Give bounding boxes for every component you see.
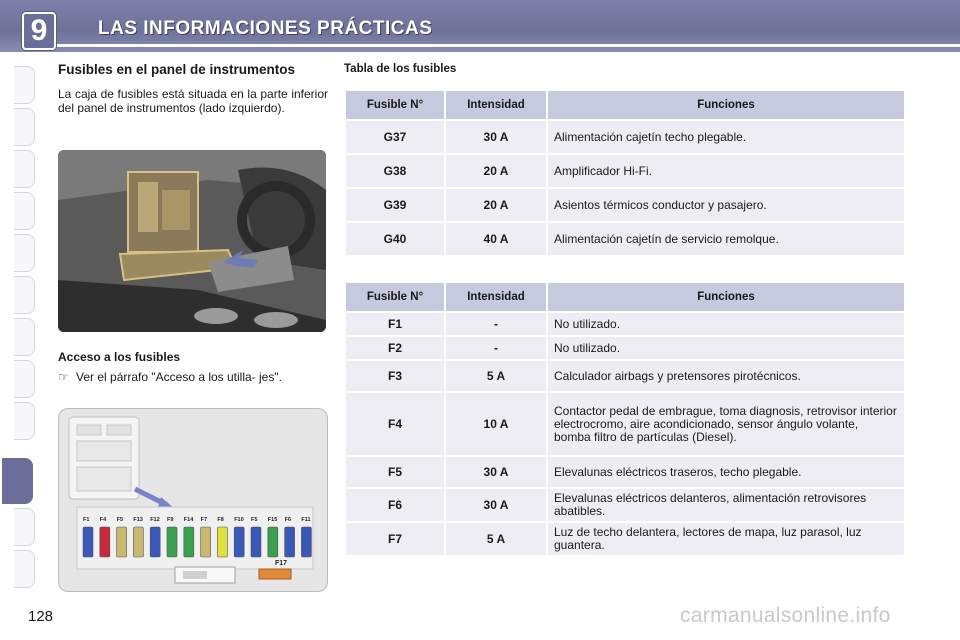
chapter-tab[interactable] <box>14 318 35 356</box>
cell-fuse: F6 <box>346 489 444 521</box>
chapter-tab[interactable] <box>14 276 35 314</box>
fuse-label: F12 <box>150 517 160 523</box>
dashboard-drawing <box>58 150 326 332</box>
fuse-block <box>167 527 177 557</box>
cell-amp: 30 A <box>446 121 546 153</box>
table-title: Tabla de los fusibles <box>344 63 457 75</box>
fuse-block <box>234 527 244 557</box>
table-row <box>346 189 904 221</box>
fuse-block <box>117 527 127 557</box>
cell-func: No utilizado. <box>548 337 904 359</box>
cell-func: Alimentación cajetín de servicio remolque. <box>548 223 904 255</box>
fuse-block <box>133 527 143 557</box>
col-header-amp: Intensidad <box>446 91 546 119</box>
cell-func: Asientos térmicos conductor y pasajero. <box>548 189 904 221</box>
fuse-label-f17: F17 <box>275 560 288 567</box>
table-row <box>346 393 904 455</box>
chapter-title: LAS INFORMACIONES PRÁCTICAS <box>98 18 433 39</box>
chapter-tab[interactable] <box>14 550 35 588</box>
chapter-tab[interactable] <box>14 360 35 398</box>
table-row <box>346 523 904 555</box>
cell-func: Amplificador Hi-Fi. <box>548 155 904 187</box>
header-rule <box>40 44 960 47</box>
chapter-tab[interactable] <box>14 402 35 440</box>
cell-amp: 5 A <box>446 361 546 391</box>
col-header-fuse: Fusible N° <box>346 91 444 119</box>
chapter-tabs <box>0 62 34 582</box>
fuse-label: F7 <box>200 517 208 523</box>
cell-amp: 20 A <box>446 189 546 221</box>
table-row <box>346 457 904 487</box>
cell-func: Alimentación cajetín techo plegable. <box>548 121 904 153</box>
cell-func: No utilizado. <box>548 313 904 335</box>
cell-func: Elevalunas eléctricos traseros, techo plegable. <box>548 457 904 487</box>
fuse-label: F8 <box>217 517 224 523</box>
cell-fuse: G37 <box>346 121 444 153</box>
access-section <box>58 350 328 384</box>
pointing-hand-icon: ☞ <box>58 370 69 384</box>
dashboard-illustration <box>58 150 326 332</box>
cell-fuse: F2 <box>346 337 444 359</box>
chapter-tab[interactable] <box>14 234 35 272</box>
fuse-label: F4 <box>99 517 107 523</box>
fuse-label: F5 <box>116 517 124 523</box>
cell-amp: - <box>446 313 546 335</box>
table-row <box>346 337 904 359</box>
fuse-block <box>100 527 110 557</box>
fuse-label: F5 <box>251 517 258 523</box>
chapter-tab[interactable] <box>14 192 35 230</box>
access-bullet-text: Ver el párrafo "Acceso a los utilla- jes". <box>76 370 282 384</box>
chapter-tab[interactable] <box>14 150 35 188</box>
intro-paragraph: La caja de fusibles está situada en la parte inferior del panel de instrumentos (lado izquierdo). <box>58 87 328 115</box>
fuse-label: F10 <box>234 517 244 523</box>
cell-func: Elevalunas eléctricos delanteros, alimentación retrovisores abatibles. <box>548 489 904 521</box>
fuse-label: F13 <box>133 517 143 523</box>
cell-amp: 10 A <box>446 393 546 455</box>
page-number: 128 <box>28 608 54 625</box>
fuse-block <box>83 527 93 557</box>
left-column <box>58 62 328 115</box>
cell-func: Luz de techo delantera, lectores de mapa, luz parasol, luz guantera. <box>548 523 904 555</box>
cell-fuse: F4 <box>346 393 444 455</box>
table-row <box>346 121 904 153</box>
cell-fuse: G39 <box>346 189 444 221</box>
table-row <box>346 313 904 335</box>
fuse-block <box>201 527 211 557</box>
cell-fuse: G38 <box>346 155 444 187</box>
cell-fuse: F7 <box>346 523 444 555</box>
col-header-func: Funciones <box>548 283 904 311</box>
cell-fuse: F5 <box>346 457 444 487</box>
fuse-f17 <box>259 569 291 579</box>
cell-amp: 20 A <box>446 155 546 187</box>
fuse-table-g <box>344 89 906 257</box>
fuse-label: F9 <box>167 517 174 523</box>
chapter-tab[interactable] <box>14 108 35 146</box>
chapter-tab-active[interactable] <box>2 458 33 504</box>
fusebox-diagram <box>58 408 328 592</box>
fuse-block <box>184 527 194 557</box>
col-header-func: Funciones <box>548 91 904 119</box>
fuse-block <box>150 527 160 557</box>
fuse-label: F6 <box>284 517 292 523</box>
cell-func: Contactor pedal de embrague, toma diagnosis, retrovisor interior electrocromo, aire acondicionado, sensor ángulo volante, bomba filtro de partículas (Diesel). <box>548 393 904 455</box>
cell-amp: 40 A <box>446 223 546 255</box>
table-row <box>346 155 904 187</box>
cell-amp: - <box>446 337 546 359</box>
fuse-block <box>217 527 227 557</box>
table-header-row <box>346 283 904 311</box>
cell-func: Calculador airbags y pretensores pirotécnicos. <box>548 361 904 391</box>
fuse-label: F11 <box>301 517 311 523</box>
table-row <box>346 223 904 255</box>
col-header-fuse: Fusible N° <box>346 283 444 311</box>
fuse-block <box>285 527 295 557</box>
cell-amp: 5 A <box>446 523 546 555</box>
fuse-block <box>268 527 278 557</box>
fuse-table-f <box>344 281 906 557</box>
cell-amp: 30 A <box>446 489 546 521</box>
section-title: Fusibles en el panel de instrumentos <box>58 62 296 77</box>
cell-amp: 30 A <box>446 457 546 487</box>
table-header-row <box>346 91 904 119</box>
fuse-label: F15 <box>267 517 278 523</box>
fuse-label: F1 <box>83 517 90 523</box>
chapter-tab[interactable] <box>14 508 35 546</box>
fuse-block <box>301 527 311 557</box>
chapter-tab[interactable] <box>14 66 35 104</box>
table-row <box>346 489 904 521</box>
cell-fuse: F1 <box>346 313 444 335</box>
fuse-block <box>251 527 261 557</box>
fuse-label: F14 <box>183 517 194 523</box>
cell-fuse: F3 <box>346 361 444 391</box>
table-row <box>346 361 904 391</box>
access-bullet <box>58 370 328 384</box>
fusebox-drawing <box>59 409 327 591</box>
access-title: Acceso a los fusibles <box>58 350 181 364</box>
watermark: carmanualsonline.info <box>680 604 891 627</box>
chapter-number-badge: 9 <box>22 12 56 50</box>
cell-fuse: G40 <box>346 223 444 255</box>
col-header-amp: Intensidad <box>446 283 546 311</box>
